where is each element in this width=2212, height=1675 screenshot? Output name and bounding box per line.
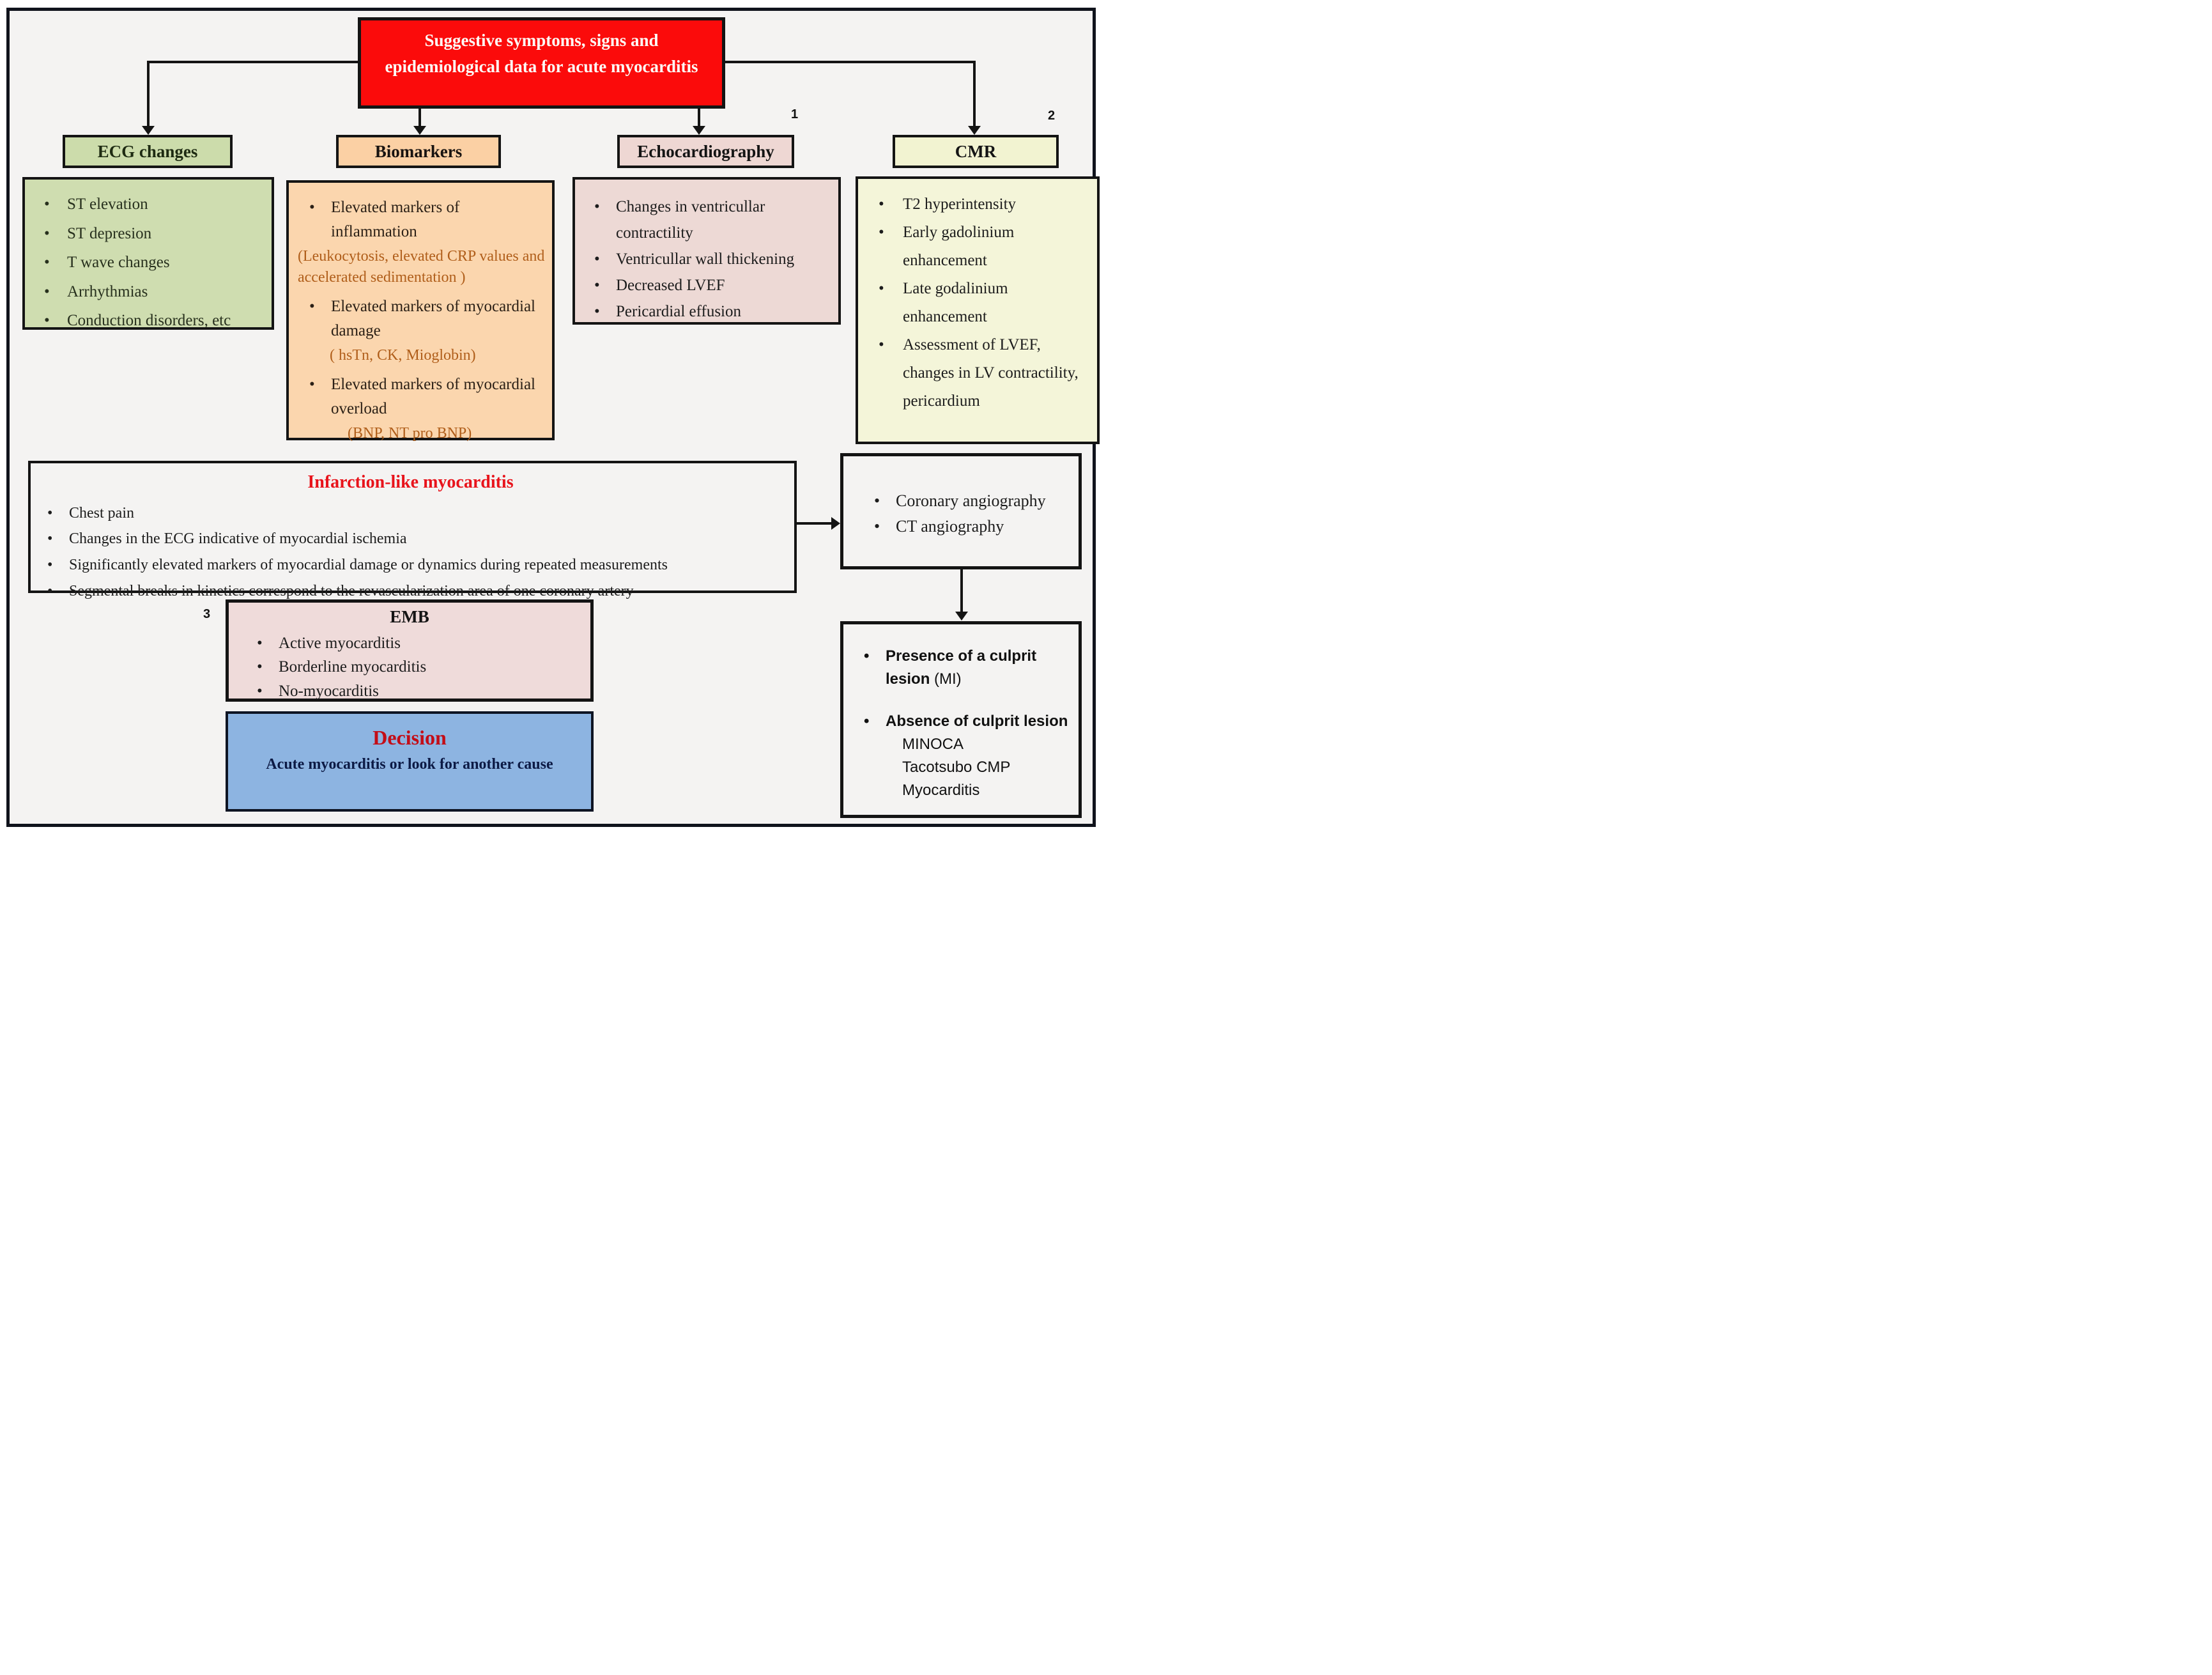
header-label: Echocardiography (637, 141, 774, 161)
bullet-icon: • (257, 682, 263, 700)
bullet-icon: • (879, 196, 884, 213)
infarction-like-myocarditis-box (28, 461, 797, 599)
list-item: (Leukocytosis, elevated CRP values and accelerated sedimentation ) (298, 248, 545, 286)
superscript-marker-cmr: 2 (1048, 109, 1056, 123)
bullet-icon: • (47, 557, 53, 574)
bullet-icon: • (44, 282, 50, 300)
list-item: • Conduction disorders, etc (34, 306, 265, 336)
header-ecg-changes (63, 135, 233, 168)
ecg-content-box (22, 177, 274, 330)
emb-title: EMB (390, 607, 429, 626)
decision-title: Decision (373, 726, 447, 749)
bullet-icon: • (864, 713, 870, 730)
culprit-lesion-box (840, 621, 1082, 818)
bullet-icon: • (44, 312, 50, 329)
arrowhead-down-icon (968, 126, 981, 135)
arrowhead-down-icon (693, 126, 705, 135)
connector-line (148, 61, 359, 63)
root-symptoms-box (358, 17, 725, 109)
arrowhead-down-icon (142, 126, 155, 135)
bullet-icon: • (864, 647, 870, 665)
arrowhead-down-icon (955, 612, 968, 621)
superscript-marker-echo: 1 (791, 107, 799, 121)
list-item: • Changes in ventricullar contractility (580, 194, 833, 246)
bullet-icon: • (594, 303, 600, 320)
list-item: • Changes in the ECG indicative of myocardial ischemia (40, 526, 781, 552)
list-item: • ST depresion (34, 219, 265, 249)
list-item: • Early gadolinium enhancement (863, 219, 1093, 275)
connector-line (797, 522, 833, 525)
list-item: • Presence of a culprit lesion (MI) (860, 645, 1072, 691)
header-label: CMR (955, 141, 997, 161)
bullet-icon: • (879, 224, 884, 241)
list-item: • Coronary angiography (847, 488, 1075, 514)
bullet-icon: • (44, 196, 50, 213)
bullet-icon: • (309, 376, 315, 394)
bullet-icon: • (874, 491, 880, 510)
decision-subtitle: Acute myocarditis or look for another cause (266, 756, 553, 773)
list-item: • Arrhythmias (34, 277, 265, 307)
arrowhead-down-icon (413, 126, 426, 135)
list-item: • T wave changes (34, 248, 265, 277)
list-item: • No-myocarditis (234, 679, 585, 704)
list-item: • Elevated markers of inflammation (294, 196, 547, 243)
header-label: ECG changes (97, 141, 198, 161)
list-item: • Pericardial effusion (580, 298, 833, 325)
bullet-icon: • (309, 298, 315, 316)
list-item: • Significantly elevated markers of myocardial damage or dynamics during repeated measurements (40, 552, 781, 578)
bullet-icon: • (257, 634, 263, 652)
emb-list (234, 631, 585, 704)
list-item: • Chest pain (40, 500, 781, 527)
echocardiography-content-box (572, 177, 841, 325)
bullet-icon: • (47, 582, 53, 599)
infarction-title: Infarction-like myocarditis (307, 472, 514, 492)
list-item: • Segmental breaks in kinetics correspond to the revascularization area of one coronary artery (40, 578, 781, 605)
list-item: (BNP, NT pro BNP) (348, 425, 472, 442)
connector-line (960, 568, 963, 613)
root-symptoms-text: Suggestive symptoms, signs and epidemiological data for acute myocarditis (385, 31, 698, 76)
list-item: • Late godalinium enhancement (863, 275, 1093, 331)
header-label: Biomarkers (374, 141, 463, 161)
list-item: • T2 hyperintensity (863, 190, 1093, 219)
bullet-icon: • (594, 198, 600, 215)
list-item: • Elevated markers of myocardial damage (294, 295, 547, 343)
bullet-icon: • (879, 280, 884, 297)
list-item (860, 691, 1072, 710)
list-item: • Decreased LVEF (580, 272, 833, 298)
list-item: • Absence of culprit lesion (860, 710, 1072, 733)
list-item: Myocarditis (902, 782, 980, 799)
cmr-content-box (856, 176, 1100, 444)
myocarditis-diagnosis-flowchart (0, 0, 1106, 838)
bullet-icon: • (594, 277, 600, 294)
bullet-icon: • (44, 224, 50, 242)
list-item: • Ventricullar wall thickening (580, 246, 833, 272)
bullet-icon: • (309, 199, 315, 216)
bullet-icon: • (874, 517, 880, 536)
bullet-icon: • (47, 504, 53, 521)
list-item: • CT angiography (847, 514, 1075, 539)
list-item: • Assessment of LVEF, changes in LV contractility, pericardium (863, 331, 1093, 415)
bullet-icon: • (47, 530, 53, 548)
connector-line (147, 61, 150, 127)
list-item: ( hsTn, CK, Mioglobin) (330, 347, 476, 364)
list-item: • Active myocarditis (234, 631, 585, 656)
connector-line (698, 107, 700, 127)
infarction-list (40, 500, 781, 605)
bullet-icon: • (44, 254, 50, 271)
connector-line (973, 61, 976, 127)
list-item: • Borderline myocarditis (234, 655, 585, 679)
header-cmr (893, 135, 1059, 168)
biomarkers-content-box (286, 180, 555, 440)
header-biomarkers (336, 135, 501, 168)
arrowhead-right-icon (831, 517, 840, 530)
header-echocardiography (617, 135, 794, 168)
list-item: Tacotsubo CMP (902, 759, 1011, 776)
emb-box (226, 599, 594, 702)
angiography-box (840, 453, 1082, 569)
list-item: • Elevated markers of myocardial overload (294, 373, 547, 421)
list-item: • ST elevation (34, 190, 265, 219)
connector-line (419, 107, 421, 127)
bullet-icon: • (879, 336, 884, 353)
connector-line (723, 61, 976, 63)
bullet-icon: • (257, 658, 263, 675)
list-item: MINOCA (902, 736, 964, 753)
decision-box (226, 711, 594, 812)
bullet-icon: • (594, 251, 600, 268)
superscript-marker-emb: 3 (203, 607, 211, 621)
